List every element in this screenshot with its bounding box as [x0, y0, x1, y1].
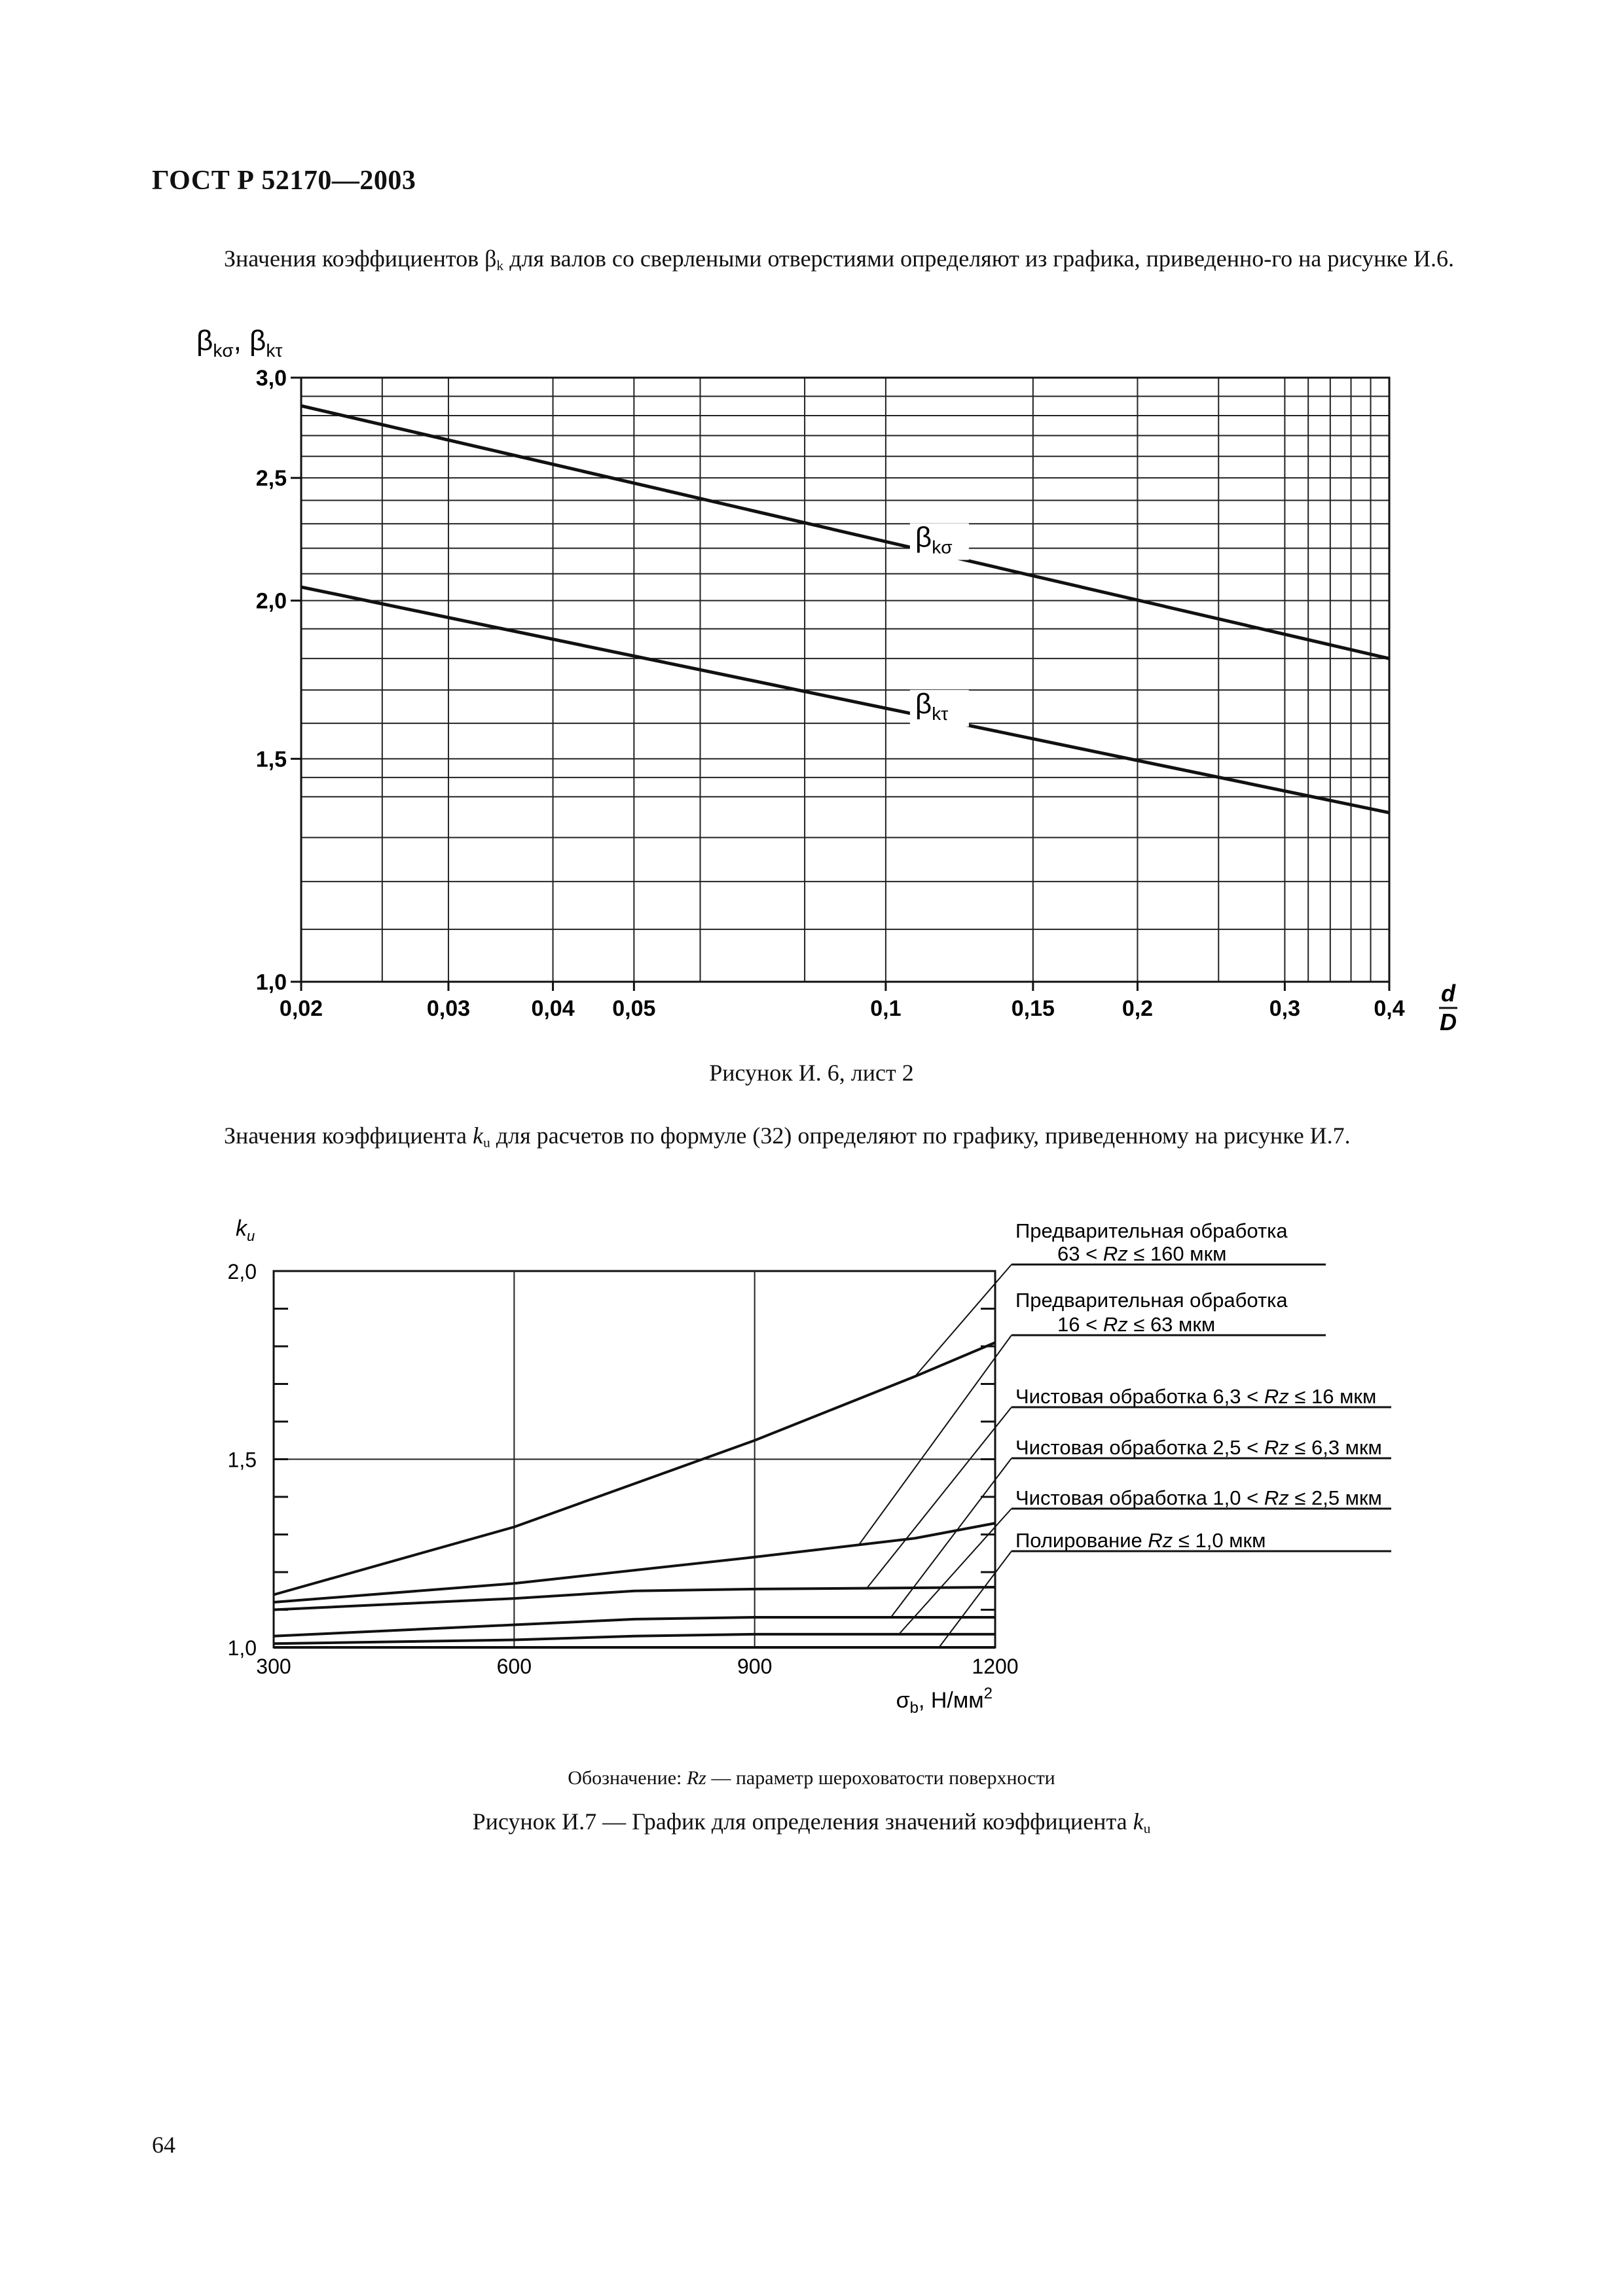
y-axis-label: $k_u$: [236, 1216, 255, 1244]
x-tick-label: 300: [256, 1655, 291, 1678]
y-tick-label: 2,0: [255, 588, 287, 614]
x-tick-label: 0,03: [426, 996, 471, 1021]
x-tick-label: 900: [737, 1655, 773, 1678]
chart-figure-I6: [0, 314, 1623, 1073]
x-tick-label: 0,02: [279, 996, 323, 1021]
x-axis-label-denominator: D: [1440, 1009, 1457, 1035]
paragraph-figure-I7-intro: Значения коэффициента $k_u$ для расчетов по формуле (32) определяют по графику, приведенному на рисунке И.7.: [224, 1122, 1351, 1151]
x-axis-label: $\sigma_b$, $Н/мм^2$: [896, 1685, 993, 1717]
y-tick-label: 1,0: [255, 970, 287, 995]
y-tick-label: 1,5: [255, 747, 287, 772]
page-number: 64: [152, 2132, 175, 2158]
y-tick-label: 3,0: [255, 366, 287, 391]
x-tick-label: 0,15: [1011, 996, 1055, 1021]
legend-label-finish-6-3-16: Чистовая обработка 6,3 < Rz ≤ 16 мкм: [1015, 1385, 1377, 1408]
x-tick-label: 0,04: [531, 996, 575, 1021]
y-tick-label: 2,5: [255, 466, 287, 492]
y-tick-label: 2,0: [227, 1260, 257, 1283]
x-tick-label: 0,05: [612, 996, 656, 1021]
x-tick-label: 600: [496, 1655, 532, 1678]
y-tick-label: 1,5: [227, 1448, 257, 1472]
legend-leader-line: [915, 1265, 1012, 1376]
figure-I7-note: Обозначение: Rz — параметр шероховатости поверхности: [568, 1767, 1055, 1789]
plot-frame: [301, 378, 1389, 982]
legend-label-rough-63-160-line2: 63 < Rz ≤ 160 мкм: [1057, 1242, 1227, 1265]
series-label-beta-k-tau: $\beta_{k\tau}$: [915, 688, 949, 725]
legend-label-finish-1-0-2-5: Чистовая обработка 1,0 < Rz ≤ 2,5 мкм: [1015, 1486, 1382, 1509]
legend-label-rough-16-63-line2: 16 < Rz ≤ 63 мкм: [1057, 1313, 1216, 1336]
series-line-finish-6-3-16: [274, 1587, 995, 1610]
figure-I6-caption: Рисунок И. 6, лист 2: [709, 1060, 914, 1086]
document-header: ГОСТ Р 52170—2003: [152, 166, 416, 196]
x-axis-label-numerator: d: [1441, 980, 1455, 1007]
series-label-beta-k-sigma: $\beta_{k\sigma}$: [915, 521, 953, 558]
series-line-rough-63-160: [274, 1342, 995, 1594]
legend-label-rough-63-160-line1: Предварительная обработка: [1015, 1219, 1288, 1242]
x-tick-label: 0,2: [1122, 996, 1154, 1021]
x-tick-label: 0,3: [1269, 996, 1301, 1021]
x-tick-label: 1200: [972, 1655, 1019, 1678]
legend-label-rough-16-63-line1: Предварительная обработка: [1015, 1289, 1288, 1312]
x-tick-label: 0,4: [1374, 996, 1405, 1021]
legend-label-finish-2-5-6-3: Чистовая обработка 2,5 < Rz ≤ 6,3 мкм: [1015, 1436, 1382, 1459]
figure-I7-caption: Рисунок И.7 — График для определения значений коэффициента $k_u$: [472, 1808, 1151, 1837]
paragraph-figure-I6-intro: Значения коэффициентов $\beta_k$ для валов со сверлеными отверстиями определяют из графика, приведенно-го на рисунке И.6.: [224, 245, 1454, 274]
series-line-finish-1-0-2-5: [274, 1634, 995, 1643]
x-tick-label: 0,1: [870, 996, 902, 1021]
chart-figure-I7: [0, 1204, 1623, 1728]
y-axis-label: $\beta_{k\sigma}$, $\beta_{k\tau}$: [196, 325, 283, 361]
legend-label-polishing: Полирование Rz ≤ 1,0 мкм: [1015, 1529, 1266, 1552]
y-tick-label: 1,0: [227, 1636, 257, 1660]
